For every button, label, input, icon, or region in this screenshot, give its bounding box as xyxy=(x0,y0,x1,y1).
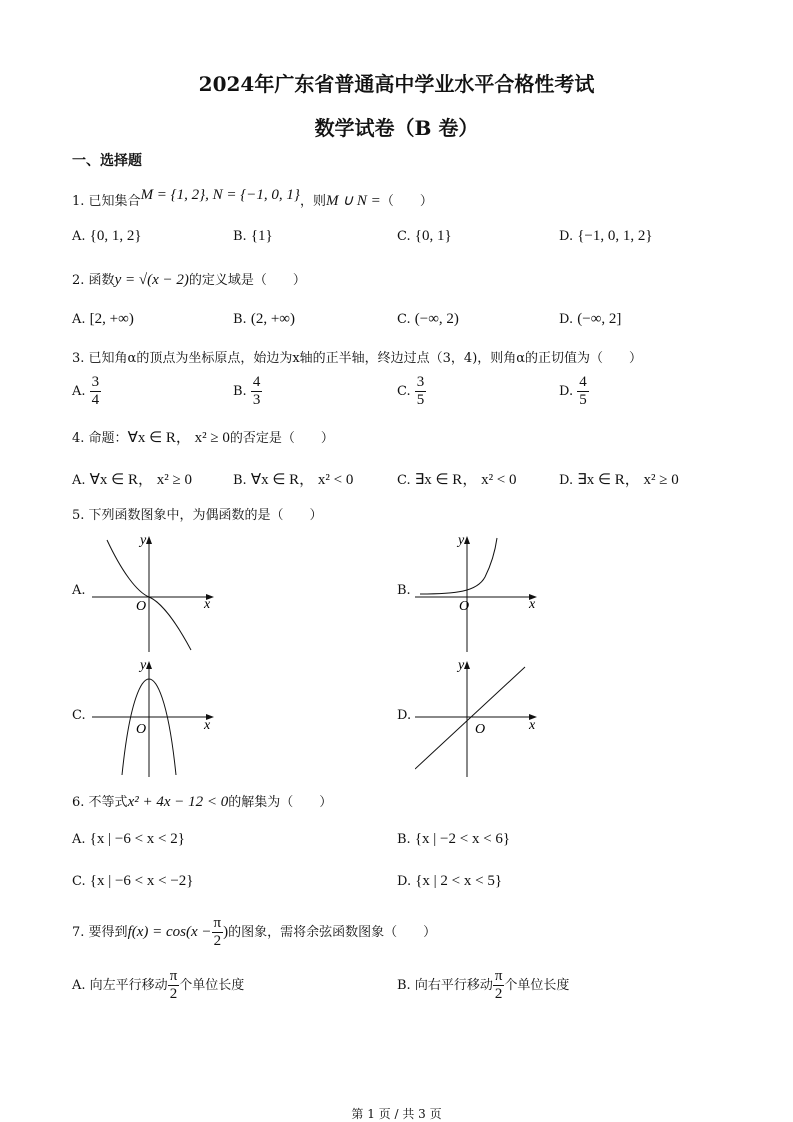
option-b-label: B. xyxy=(397,583,411,598)
option-a: A. [2, +∞) xyxy=(72,311,134,327)
option-d: D. (−∞, 2] xyxy=(559,311,622,327)
svg-text:O: O xyxy=(136,722,147,737)
question-2: 2. 函数y = √(x − 2)的定义域是（ ） xyxy=(72,272,306,288)
svg-text:O: O xyxy=(136,599,147,614)
math-expression: M = {1, 2}, N = {−1, 0, 1} xyxy=(140,187,300,203)
question-7: 7. 要得到f(x) = cos(x − $\frac{\pi}{2}$ )的图象，需将余弦函数图象（ ） xyxy=(72,915,437,949)
svg-text:O: O xyxy=(475,722,486,737)
option-a: A. $\frac{3}{4}$ xyxy=(72,374,100,408)
question-6: 6. 不等式x² + 4x − 12 < 0的解集为（ ） xyxy=(72,794,333,810)
question-text: ，则 xyxy=(299,194,326,209)
svg-text:x: x xyxy=(529,597,536,612)
svg-text:y: y xyxy=(458,533,465,548)
svg-text:x: x xyxy=(204,718,211,733)
exam-title: 2024年广东省普通高中学业水平合格性考试 xyxy=(198,72,595,96)
option-c: C. (−∞, 2) xyxy=(397,311,459,327)
question-text: 已知集合 xyxy=(88,194,141,209)
graph-c xyxy=(92,657,222,777)
option-b: B. (2, +∞) xyxy=(233,311,295,327)
graph-b xyxy=(415,532,545,652)
math-expression: y = √(x − 2) xyxy=(114,272,189,288)
option-c-label: C. xyxy=(72,708,86,723)
page-footer: 第 1 页 / 共 3 页 xyxy=(351,1107,442,1121)
question-5: 5. 下列函数图象中，为偶函数的是（ ） xyxy=(72,508,323,523)
option-d: D. ∃x ∈ R， x² ≥ 0 xyxy=(559,472,679,488)
option-b: B. 向右平行移动 $\frac{\pi}{2}$ 个单位长度 xyxy=(397,968,570,1002)
svg-text:y: y xyxy=(140,658,147,673)
option-b: B. {1} xyxy=(233,228,273,244)
question-3: 3. 已知角α的顶点为坐标原点，始边为x轴的正半轴，终边过点（3，4)，则角α的正切值为（ ） xyxy=(72,351,643,366)
option-a: A. ∀x ∈ R， x² ≥ 0 xyxy=(72,472,192,488)
option-c: C. {0, 1} xyxy=(397,228,452,244)
svg-text:x: x xyxy=(529,718,536,733)
option-d: D. {x | 2 < x < 5} xyxy=(397,873,503,889)
graph-d xyxy=(415,657,545,777)
option-d: D. {−1, 0, 1, 2} xyxy=(559,228,653,244)
graph-a xyxy=(92,532,222,652)
option-b: B. $\frac{4}{3}$ xyxy=(233,374,261,408)
option-a-label: A. xyxy=(72,583,86,598)
option-d: D. $\frac{4}{5}$ xyxy=(559,374,587,408)
math-expression: ∀x ∈ R， x² ≥ 0 xyxy=(127,430,230,446)
answer-blank: （ ） xyxy=(380,194,433,209)
option-a: A. 向左平行移动 $\frac{\pi}{2}$ 个单位长度 xyxy=(72,968,245,1002)
question-4: 4. 命题：∀x ∈ R， x² ≥ 0的否定是（ ） xyxy=(72,430,334,446)
svg-text:O: O xyxy=(459,599,470,614)
math-expression: M ∪ N = xyxy=(325,193,381,209)
option-c: C. ∃x ∈ R， x² < 0 xyxy=(397,472,517,488)
option-a: A. {0, 1, 2} xyxy=(72,228,142,244)
svg-text:x: x xyxy=(204,597,211,612)
question-1 xyxy=(72,187,433,210)
curve xyxy=(415,667,525,769)
option-d-label: D. xyxy=(397,708,412,723)
option-b: B. {x | −2 < x < 6} xyxy=(397,831,511,847)
question-number: 1. xyxy=(72,194,85,209)
section-heading: 一、选择题 xyxy=(72,153,142,169)
option-b: B. ∀x ∈ R， x² < 0 xyxy=(233,472,354,488)
exam-subtitle: 数学试卷（B 卷） xyxy=(314,116,479,140)
svg-text:y: y xyxy=(140,533,147,548)
option-a: A. {x | −6 < x < 2} xyxy=(72,831,185,847)
svg-text:y: y xyxy=(458,658,465,673)
option-c: C. $\frac{3}{5}$ xyxy=(397,374,425,408)
option-c: C. {x | −6 < x < −2} xyxy=(72,873,194,889)
math-expression: x² + 4x − 12 < 0 xyxy=(127,794,229,810)
